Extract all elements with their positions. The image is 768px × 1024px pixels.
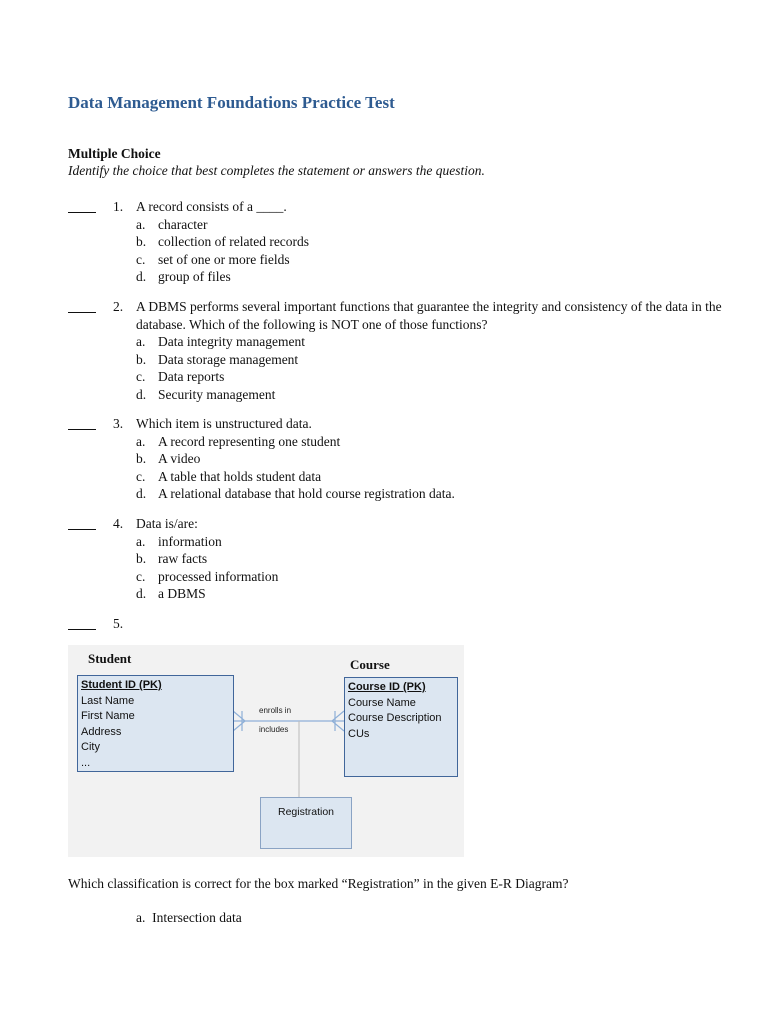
question-number: 2. <box>113 299 124 314</box>
question-text: A record consists of a ____. <box>136 199 287 214</box>
option-letter: a. <box>136 910 146 925</box>
question-text: A DBMS performs several important functions that guarantee the integrity and consistency of the data in the database. Which of the following is NOT one of those functions? <box>136 299 722 332</box>
question-text: Which item is unstructured data. <box>136 416 312 431</box>
entity-field: Last Name <box>81 694 135 707</box>
option-letter: d. <box>136 269 147 284</box>
option-text: A video <box>158 451 201 466</box>
question-number: 5. <box>113 616 124 631</box>
option-letter: a. <box>136 216 146 232</box>
option-letter: c. <box>136 251 146 267</box>
relationship-label-includes: includes <box>259 725 289 734</box>
question-5-text: Which classification is correct for the box marked “Registration” in the given E-R Diagram? <box>68 876 569 891</box>
entity-field: Course ID (PK) <box>348 681 426 693</box>
option-letter: c. <box>136 369 146 384</box>
option-text: raw facts <box>158 551 208 566</box>
section-instructions: Identify the choice that best completes the statement or answers the question. <box>68 163 485 178</box>
relationship-label-enrolls: enrolls in <box>259 706 292 715</box>
option-text: a DBMS <box>158 586 206 601</box>
option-letter: d. <box>136 486 147 501</box>
option-text: A relational database that hold course registration data. <box>158 486 455 501</box>
registration-entity: Registration <box>260 797 352 849</box>
option-text: A record representing one student <box>158 433 341 449</box>
option-text: character <box>158 216 208 232</box>
answer-blank[interactable] <box>68 298 96 313</box>
option-letter: c. <box>136 468 146 484</box>
option-text: Data integrity management <box>158 334 305 349</box>
entity-field: Course Description <box>348 712 442 724</box>
course-entity <box>344 677 458 777</box>
option-letter: b. <box>136 451 147 466</box>
entity-field: Address <box>81 725 122 738</box>
course-entity-title: Course <box>350 657 390 672</box>
option-text: Intersection data <box>152 910 242 925</box>
option-letter: d. <box>136 386 147 402</box>
option-letter: d. <box>136 586 147 601</box>
option-text: A table that holds student data <box>158 468 322 484</box>
option-text: Data storage management <box>158 351 299 367</box>
entity-field: Course Name <box>348 696 416 709</box>
option-letter: a. <box>136 533 146 549</box>
answer-blank[interactable] <box>68 415 96 430</box>
section-header <box>68 145 485 179</box>
option-letter: a. <box>136 334 146 349</box>
answer-blank[interactable] <box>68 198 96 213</box>
option-letter: b. <box>136 351 147 367</box>
option-text: set of one or more fields <box>158 251 290 267</box>
er-diagram <box>68 645 464 857</box>
option-letter: b. <box>136 234 147 249</box>
option-text: information <box>158 533 222 549</box>
question-number: 3. <box>113 416 124 431</box>
entity-field: ... <box>81 756 91 769</box>
option-text: group of files <box>158 269 231 284</box>
student-entity <box>77 675 234 772</box>
entity-field: Student ID (PK) <box>81 679 162 691</box>
option-text: Security management <box>158 386 276 402</box>
option-letter: c. <box>136 568 146 584</box>
answer-blank[interactable] <box>68 515 96 530</box>
question-number: 1. <box>113 199 124 214</box>
entity-field: City <box>81 741 100 753</box>
option-text: processed information <box>158 568 279 584</box>
answer-blank[interactable] <box>68 615 96 630</box>
option-text: Data reports <box>158 369 225 384</box>
student-entity-title: Student <box>88 651 132 666</box>
option-text: collection of related records <box>158 234 310 249</box>
option-letter: a. <box>136 433 146 449</box>
option-letter: b. <box>136 551 147 566</box>
section-heading: Multiple Choice <box>68 146 161 161</box>
question-text: Data is/are: <box>136 516 198 531</box>
entity-field: CUs <box>348 727 370 740</box>
question-number: 4. <box>113 516 124 531</box>
question-5-option-a <box>136 910 242 926</box>
page-title: Data Management Foundations Practice Test <box>68 93 395 112</box>
entity-field: First Name <box>81 710 135 722</box>
